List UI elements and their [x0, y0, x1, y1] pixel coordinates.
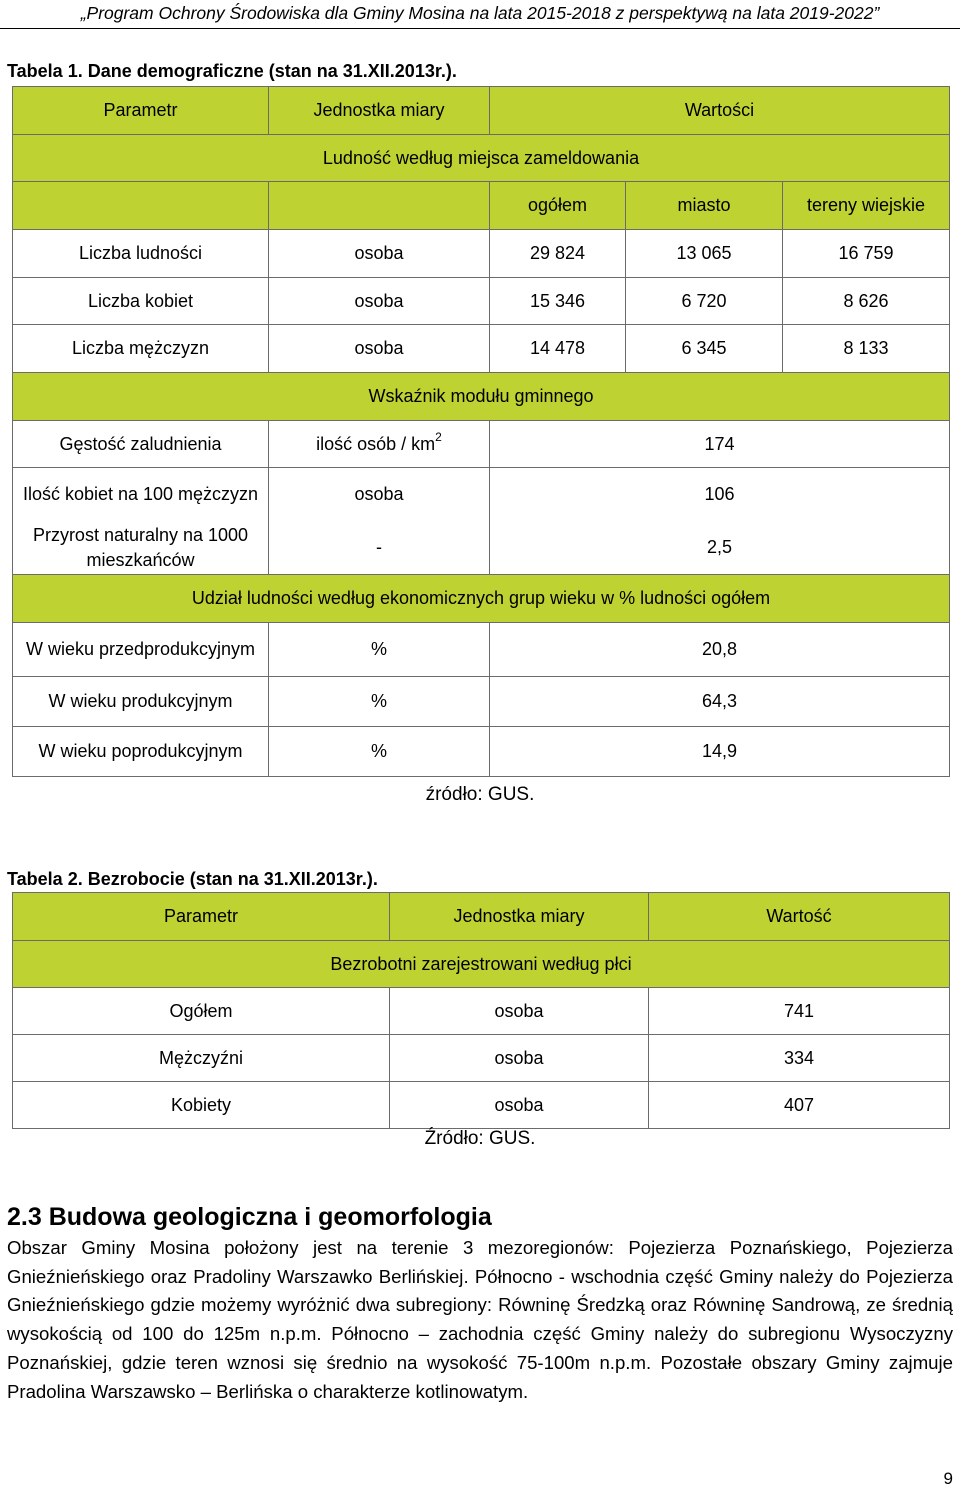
row-param: Ilość kobiet na 100 mężczyzn — [13, 468, 269, 522]
row-unit: osoba — [390, 1082, 649, 1129]
header-wartosci: Wartości — [490, 87, 950, 135]
row-rural: 16 759 — [783, 230, 950, 278]
row-value: 407 — [649, 1082, 950, 1129]
row-unit: % — [269, 727, 490, 777]
header-jednostka: Jednostka miary — [390, 893, 649, 941]
table1-source: źródło: GUS. — [425, 784, 535, 805]
table-row — [13, 325, 950, 373]
row-unit: osoba — [390, 1035, 649, 1082]
section-wskaznik: Wskaźnik modułu gminnego — [13, 373, 950, 421]
row-param: Kobiety — [13, 1082, 390, 1129]
row-total: 15 346 — [490, 278, 626, 325]
row-param: W wieku przedprodukcyjnym — [13, 623, 269, 677]
row-value: 20,8 — [490, 623, 950, 677]
table-row — [13, 522, 950, 575]
header-divider — [0, 28, 960, 29]
row-unit: osoba — [269, 230, 490, 278]
row-param: Przyrost naturalny na 1000 mieszkańców — [13, 522, 269, 575]
density-unit: ilość osób / km — [316, 433, 436, 454]
row-value: 106 — [490, 468, 950, 522]
row-unit: % — [269, 623, 490, 677]
row-param: Gęstość zaludnienia — [13, 421, 269, 468]
table-row — [13, 677, 950, 727]
table-row — [13, 468, 950, 522]
section-zameldowanie: Ludność według miejsca zameldowania — [13, 135, 950, 182]
table-row — [13, 1082, 950, 1129]
row-rural: 8 133 — [783, 325, 950, 373]
row-total: 29 824 — [490, 230, 626, 278]
row-param: W wieku produkcyjnym — [13, 677, 269, 727]
table-row — [13, 1035, 950, 1082]
row-unit: - — [269, 522, 490, 575]
row-unit: osoba — [269, 278, 490, 325]
header-parametr: Parametr — [13, 893, 390, 941]
row-param: Liczba kobiet — [13, 278, 269, 325]
row-unit: osoba — [390, 988, 649, 1035]
table-row — [13, 230, 950, 278]
header-wartosc: Wartość — [649, 893, 950, 941]
row-value: 14,9 — [490, 727, 950, 777]
table-row — [13, 421, 950, 468]
row-value: 174 — [490, 421, 950, 468]
section-bezrobotni: Bezrobotni zarejestrowani według płci — [13, 941, 950, 988]
table-row — [13, 623, 950, 677]
header-jednostka: Jednostka miary — [269, 87, 490, 135]
table-row — [13, 727, 950, 777]
demographics-table — [12, 86, 950, 777]
row-rural: 8 626 — [783, 278, 950, 325]
density-unit-sup: 2 — [435, 429, 442, 444]
row-unit: osoba — [269, 325, 490, 373]
section-udzial: Udział ludności według ekonomicznych grup wieku w % ludności ogółem — [13, 575, 950, 623]
row-value: 741 — [649, 988, 950, 1035]
subheader-rural: tereny wiejskie — [783, 182, 950, 230]
header-parametr: Parametr — [13, 87, 269, 135]
row-param: Mężczyźni — [13, 1035, 390, 1082]
section-title: 2.3 Budowa geologiczna i geomorfologia — [7, 1203, 492, 1231]
table-row — [13, 278, 950, 325]
page-number: 9 — [943, 1469, 953, 1488]
unemployment-table — [12, 892, 950, 1129]
document-header: „Program Ochrony Środowiska dla Gminy Mosina na lata 2015-2018 z perspektywą na lata 2019-2022” — [80, 3, 880, 23]
table1-caption: Tabela 1. Dane demograficzne (stan na 31.XII.2013r.). — [7, 61, 457, 81]
row-city: 13 065 — [626, 230, 783, 278]
subheader-empty-1 — [13, 182, 269, 230]
row-unit: osoba — [269, 468, 490, 522]
row-param: Liczba mężczyzn — [13, 325, 269, 373]
subheader-empty-2 — [269, 182, 490, 230]
row-value: 2,5 — [490, 522, 950, 575]
table2-source: Źródło: GUS. — [424, 1128, 536, 1149]
row-unit — [269, 421, 490, 468]
body-paragraph: Obszar Gminy Mosina położony jest na terenie 3 mezoregionów: Pojezierza Poznańskiego, Pojezierza Gnieźnieńskiego oraz Pradoliny Warszawko Berlińskiej. Północno - wschodnia część Gminy należy do Pojezierza Gnieźnieńskiego gdzie możemy wyróżnić dwa subregiony: Równinę Średzką oraz Równinę Sandrową, ze średnią wysokością od 100 do 125m n.p.m. Północno – zachodnia część Gminy należy do subregionu Wysoczyzny Poznańskiej, gdzie teren wznosi się średnio na wysokość 75-100m n.p.m. Pozostałe obszary Gminy zajmuje Pradolina Warszawsko – Berlińska o charakterze kotlinowatym. — [7, 1237, 953, 1402]
row-value: 334 — [649, 1035, 950, 1082]
row-param: Ogółem — [13, 988, 390, 1035]
table-row — [13, 988, 950, 1035]
row-unit: % — [269, 677, 490, 727]
row-value: 64,3 — [490, 677, 950, 727]
subheader-city: miasto — [626, 182, 783, 230]
row-param: W wieku poprodukcyjnym — [13, 727, 269, 777]
row-param: Liczba ludności — [13, 230, 269, 278]
row-city: 6 720 — [626, 278, 783, 325]
row-city: 6 345 — [626, 325, 783, 373]
row-total: 14 478 — [490, 325, 626, 373]
table2-caption: Tabela 2. Bezrobocie (stan na 31.XII.2013r.). — [7, 869, 378, 889]
subheader-total: ogółem — [490, 182, 626, 230]
